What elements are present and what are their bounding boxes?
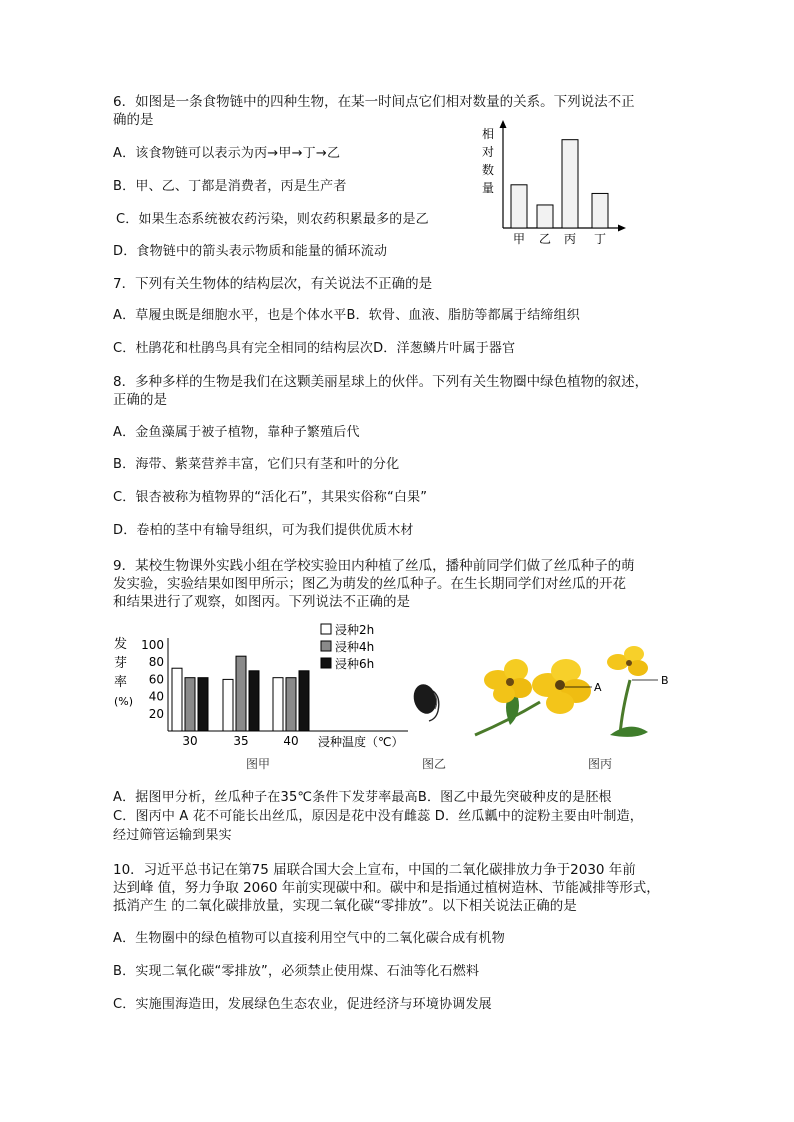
q9-legend-label: 浸种4h bbox=[335, 640, 375, 654]
flower-b-label: B bbox=[661, 674, 669, 687]
q9-bar-30-series-2 bbox=[198, 678, 208, 731]
q9-figure-c-caption: 图丙 bbox=[588, 757, 613, 771]
q9-y-axis-label-char: 芽 bbox=[114, 656, 128, 671]
q9-bar-40-series-1 bbox=[286, 678, 296, 731]
q6-y-axis-label-char: 量 bbox=[482, 181, 495, 195]
q9-x-tick-label: 40 bbox=[283, 734, 299, 748]
q10-option-c: C．实施围海造田，发展绿色生态农业，促进经济与环境协调发展 bbox=[113, 997, 492, 1012]
q6-bar-丁 bbox=[592, 193, 608, 228]
q6-relative-quantity-chart bbox=[478, 118, 628, 248]
q9-bar-40-series-0 bbox=[273, 678, 283, 731]
q9-legend-swatch bbox=[321, 641, 331, 651]
q9-bar-35-series-1 bbox=[236, 656, 246, 731]
q6-option-b: B．甲、乙、丁都是消费者，丙是生产者 bbox=[113, 179, 347, 194]
loofah-flower-illustration bbox=[470, 640, 680, 740]
q6-option-c: C．如果生态系统被农药污染，则农药积累最多的是乙 bbox=[116, 212, 429, 227]
q9-stem-line1: 9．某校生物课外实践小组在学校实验田内种植了丝瓜，播种前同学们做了丝瓜种子的萌 bbox=[113, 558, 635, 574]
q9-x-axis-label: 浸种温度（℃） bbox=[318, 735, 404, 749]
q6-y-axis-arrow bbox=[500, 120, 507, 128]
q9-stem-line2: 发实验，实验结果如图甲所示；图乙为萌发的丝瓜种子。在生长期同学们对丝瓜的开花 bbox=[113, 576, 626, 592]
q10-option-b: B．实现二氧化碳“零排放”，必须禁止使用煤、石油等化石燃料 bbox=[113, 964, 480, 979]
q9-bar-40-series-2 bbox=[299, 671, 309, 731]
q9-y-tick-label: 60 bbox=[148, 672, 164, 687]
flower-a-label: A bbox=[594, 681, 602, 694]
q9-option-d-cont: 经过筛管运输到果实 bbox=[113, 828, 232, 843]
q9-legend-label: 浸种6h bbox=[335, 657, 375, 671]
q9-bar-35-series-2 bbox=[249, 671, 259, 731]
q10-stem-line1: 10．习近平总书记在第75 届联合国大会上宣布，中国的二氧化碳排放力争于2030 年前 bbox=[113, 862, 636, 878]
q10-stem-line3: 抵消产生 的二氧化碳排放量，实现二氧化碳“零排放”。以下相关说法正确的是 bbox=[113, 898, 577, 914]
q10-stem-line2: 达到峰 值，努力争取 2060 年前实现碳中和。碳中和是指通过植树造林、节能减排等形式， bbox=[113, 880, 660, 896]
q6-y-axis-label-char: 相 bbox=[482, 127, 495, 141]
q9-figure-a-caption: 图甲 bbox=[246, 757, 271, 771]
q6-x-tick-label: 丁 bbox=[593, 232, 607, 246]
q7-option-ab: A．草履虫既是细胞水平，也是个体水平B．软骨、血液、脂肪等都属于结缔组织 bbox=[113, 308, 581, 323]
q8-option-c: C．银杏被称为植物界的“活化石”，其果实俗称“白果” bbox=[113, 490, 428, 505]
q10-option-a: A．生物圈中的绿色植物可以直接利用空气中的二氧化碳合成有机物 bbox=[113, 931, 505, 946]
q8-option-a: A．金鱼藻属于被子植物，靠种子繁殖后代 bbox=[113, 425, 360, 440]
q9-x-tick-label: 30 bbox=[182, 734, 198, 748]
q9-y-tick-label: 40 bbox=[148, 689, 164, 704]
q9-x-tick-label: 35 bbox=[233, 734, 249, 748]
q8-option-d: D．卷柏的茎中有输导组织，可为我们提供优质木材 bbox=[113, 523, 414, 538]
germinating-seed-illustration bbox=[405, 675, 455, 725]
q8-option-b: B．海带、紫菜营养丰富，它们只有茎和叶的分化 bbox=[113, 457, 400, 472]
q9-y-tick-label: 80 bbox=[148, 655, 164, 670]
q9-bar-35-series-0 bbox=[223, 679, 233, 731]
q9-y-axis-label-char: (%) bbox=[114, 695, 134, 708]
q6-x-tick-label: 乙 bbox=[538, 232, 552, 246]
q9-legend-swatch bbox=[321, 624, 331, 634]
q6-stem-line1: 6．如图是一条食物链中的四种生物，在某一时间点它们相对数量的关系。下列说法不正 bbox=[113, 94, 635, 110]
q9-stem-line3: 和结果进行了观察，如图丙。下列说法不正确的是 bbox=[113, 594, 410, 610]
q6-option-a: A．该食物链可以表示为丙→甲→丁→乙 bbox=[113, 146, 341, 161]
q9-bar-30-series-0 bbox=[172, 668, 182, 731]
q6-x-tick-label: 丙 bbox=[563, 232, 577, 246]
q8-stem-line2: 正确的是 bbox=[113, 392, 167, 408]
q9-y-axis-label-char: 发 bbox=[114, 637, 128, 652]
q9-bar-30-series-1 bbox=[185, 678, 195, 731]
q6-bar-丙 bbox=[562, 140, 578, 228]
q9-legend-swatch bbox=[321, 658, 331, 668]
q8-stem-line1: 8．多种多样的生物是我们在这颗美丽星球上的伙伴。下列有关生物圈中绿色植物的叙述， bbox=[113, 374, 649, 390]
q9-y-tick-label: 100 bbox=[141, 638, 164, 652]
q6-x-axis-arrow bbox=[618, 225, 626, 232]
q9-figure-b-caption: 图乙 bbox=[422, 757, 447, 771]
q9-option-cd: C．图丙中 A 花不可能长出丝瓜，原因是花中没有雌蕊 D．丝瓜瓤中的淀粉主要由叶制造， bbox=[113, 809, 643, 824]
q6-bar-甲 bbox=[511, 185, 527, 228]
q9-germination-chart bbox=[108, 618, 418, 753]
q9-y-axis-label-char: 率 bbox=[114, 675, 128, 690]
q6-option-d: D．食物链中的箭头表示物质和能量的循环流动 bbox=[113, 244, 388, 259]
q6-bar-乙 bbox=[537, 205, 553, 228]
q6-stem-line2: 确的是 bbox=[113, 112, 154, 128]
q6-y-axis-label-char: 数 bbox=[482, 163, 495, 177]
q6-y-axis-label-char: 对 bbox=[482, 145, 495, 159]
q6-x-tick-label: 甲 bbox=[512, 232, 526, 246]
q9-option-ab: A．据图甲分析，丝瓜种子在35℃条件下发芽率最高B．图乙中最先突破种皮的是胚根 bbox=[113, 790, 612, 805]
q7-option-cd: C．杜鹃花和杜鹃鸟具有完全相同的结构层次D．洋葱鳞片叶属于器官 bbox=[113, 341, 516, 356]
q7-stem: 7．下列有关生物体的结构层次，有关说法不正确的是 bbox=[113, 276, 433, 292]
q9-legend-label: 浸种2h bbox=[335, 623, 375, 637]
q9-y-tick-label: 20 bbox=[148, 706, 164, 721]
